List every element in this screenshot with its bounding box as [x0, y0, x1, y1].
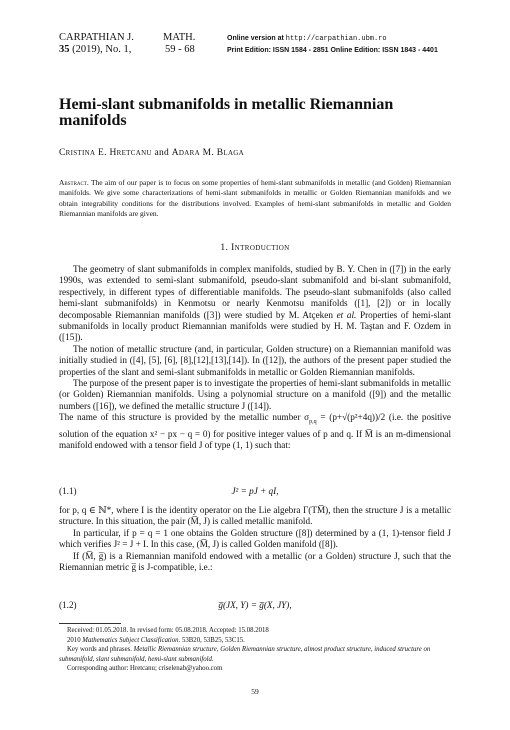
online-version: Online version at http://carpathian.ubm.ro	[227, 35, 387, 43]
paragraph-1: The geometry of slant submanifolds in complex manifolds, studied by B. Y. Chen in ([7]) in the early 1990s, was extended to semi-slant submanifold, pseudo-slant submanifold and bi-slant submanifold, respectively, in different types of differentiable manifolds. The pseudo-slant submanifolds (also called hemi-slant submanifolds) in Kenmotsu or nearly Kenmotsu manifolds ([1], [2]) or in locally decomposable Riemannian manifolds ([3]) were studied by M. Atçeken et al. Properties of hemi-slant submanifolds in locally product Riemannian manifolds were studied by H. M. Taştan and F. Ozdem in ([15]).	[59, 264, 451, 343]
paper-title: Hemi-slant submanifolds in metallic Riemannian manifolds	[59, 96, 394, 129]
equation-formula: g̅(JX, Y) = g̅(X, JY),	[218, 600, 292, 610]
journal-math-header	[163, 32, 195, 56]
paragraph-5: for p, q ∈ ℕ*, where I is the identity operator on the Lie algebra Γ(TM̅), then the structure J is a metallic structure. In this situation, the pair (M̅, J) is called metallic manifold.	[59, 505, 451, 527]
journal-math: MATH.	[163, 32, 196, 43]
author-1: Cristina E. Hretcanu	[59, 148, 152, 158]
author-2: Adara M. Blaga	[171, 148, 245, 158]
paragraph-6: In particular, if p = q = 1 one obtains the Golden structure ([8]) determined by a (1, 1)-tensor field J which verifies J² = J + I. In this case, (M̅, J) is called Golden manifold ([8]).	[59, 527, 451, 550]
abstract	[59, 178, 451, 220]
equation-number: (1.1)	[59, 486, 77, 496]
abstract-text: The aim of our paper is to focus on some properties of hemi-slant submanifolds in metallic (and Golden) Riemannian manifolds. We give some characterizations of hemi-slant submanifolds in metallic or Golden Riemannian manifolds and we obtain integrability conditions for the distributions involved. Examples of hemi-slant submanifolds in metallic and Golden Riemannian manifolds are given.	[59, 178, 451, 219]
equation-number: (1.2)	[59, 600, 77, 610]
body-block-1	[59, 264, 451, 451]
section-heading: 1. Introduction	[220, 243, 290, 253]
equation-formula: J² = pJ + qI,	[231, 486, 279, 496]
page-number: 59	[251, 687, 259, 696]
paragraph-3: The purpose of the present paper is to investigate the properties of hemi-slant submanifolds in metallic (or Golden) Riemannian manifolds. Using a polynomial structure on a manifold ([9]) and the metallic numbers ([16]), we defined the metallic structure J ([14]).	[59, 378, 451, 411]
page-range: 59 - 68	[165, 44, 195, 55]
equation-1-2	[59, 600, 451, 612]
paragraph-4: The name of this structure is provided by the metallic number $\sigma_{p,q} = (p+√(p^2+4q))/2$ (i.e. the positive solution of the equation x² − px − q = 0) for positive integer values of p and q. If M̅ is an m-dimensional manifold endowed with a tensor field J of type (1, 1) such that:	[59, 412, 451, 450]
received-dates: Received: 01.05.2018. In revised form: 05.08.2018. Accepted: 15.08.2018	[67, 627, 269, 634]
print-edition: Print Edition: ISSN 1584 - 2851 Online Edition: ISSN 1843 - 4401	[227, 47, 438, 54]
corresponding-author: Corresponding author: Hretcanu; criselenab@yahoo.com	[67, 665, 223, 673]
paragraph-2: The notion of metallic structure (and, in particular, Golden structure) on a Riemannian manifold was initially studied in ([4], [5], [6], [8],[12],[13],[14]). In ([12]), the authors of the present paper studied the properties of the slant and semi-slant submanifolds in metallic or Golden Riemannian manifolds.	[59, 343, 451, 377]
footnote-rule	[59, 623, 121, 624]
journal-volume-line: 35 (2019), No. 1,	[59, 44, 132, 55]
abstract-label: Abstract.	[59, 178, 89, 187]
equation-1-1	[59, 486, 451, 498]
journal-name: CARPATHIAN J.	[59, 32, 134, 43]
msc-classification: 2010 Mathematics Subject Classification. 53B20, 53B25, 53C15.	[67, 636, 245, 644]
keywords: Key words and phrases. Metallic Riemannian structure, Golden Riemannian structure, almost product structure, induced structure on submanifold, slant submanifold, hemi-slant submanifold.	[59, 646, 431, 663]
footnotes	[59, 626, 451, 674]
journal-header	[59, 32, 134, 56]
paragraph-7: If (M̅, g̅) is a Riemannian manifold endowed with a metallic (or a Golden) structure J, such that the Riemannian metric g̅ is J-compatible, i.e.:	[59, 550, 451, 573]
edition-info	[227, 33, 438, 57]
online-url-link[interactable]: http://carpathian.ubm.ro	[285, 35, 387, 43]
paper-authors: Cristina E. Hretcanu and Adara M. Blaga	[59, 148, 245, 158]
body-block-2	[59, 505, 451, 573]
